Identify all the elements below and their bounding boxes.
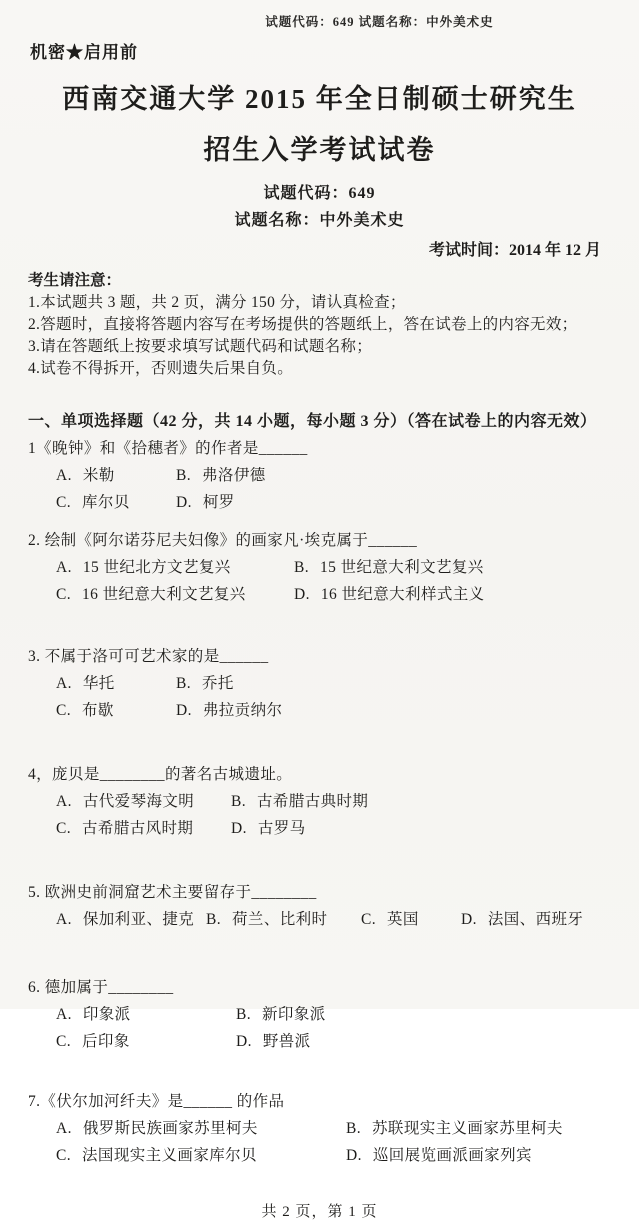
option bbox=[176, 671, 234, 696]
option bbox=[56, 463, 176, 488]
option-label: D. bbox=[461, 911, 477, 928]
question-stem: 5. 欧洲史前洞窟艺术主要留存于________ bbox=[28, 884, 317, 901]
option-text: 柯罗 bbox=[202, 494, 235, 511]
option bbox=[56, 907, 206, 932]
option-row bbox=[56, 1029, 623, 1054]
option-row bbox=[56, 490, 623, 515]
notice-item: 2.答题时，直接将答题内容写在考场提供的答题纸上，答在试卷上的内容无效； bbox=[28, 316, 578, 333]
notice-item: 4.试卷不得拆开，否则遗失后果自负。 bbox=[28, 360, 294, 377]
option-row bbox=[56, 1143, 623, 1168]
option bbox=[176, 698, 282, 723]
option-label: D. bbox=[236, 1033, 252, 1050]
option bbox=[56, 816, 231, 841]
option-label: C. bbox=[361, 911, 377, 928]
option bbox=[346, 1116, 563, 1141]
option bbox=[206, 907, 361, 932]
option-text: 后印象 bbox=[82, 1033, 130, 1050]
option-text: 古代爱琴海文明 bbox=[82, 793, 195, 810]
option-text: 16 世纪意大利样式主义 bbox=[320, 586, 485, 603]
option-text: 英国 bbox=[387, 911, 419, 928]
notice-block bbox=[28, 270, 619, 380]
questions bbox=[28, 437, 623, 1168]
document-header-line: 试题代码：649 试题名称：中外美术史 bbox=[265, 15, 494, 29]
question-stem: 4，庞贝是________的著名古城遗址。 bbox=[28, 766, 293, 783]
option-label: D. bbox=[231, 820, 247, 837]
option-row bbox=[56, 789, 623, 814]
question-block bbox=[28, 1090, 623, 1168]
option-label: C. bbox=[56, 586, 72, 603]
question-stem: 3. 不属于洛可可艺术家的是______ bbox=[28, 648, 269, 665]
option-text: 弗拉贡纳尔 bbox=[202, 702, 283, 719]
notice-item: 3.请在答题纸上按要求填写试题代码和试题名称； bbox=[28, 338, 373, 355]
option-label: A. bbox=[56, 793, 72, 810]
option-row bbox=[56, 555, 623, 580]
question-block bbox=[28, 881, 623, 932]
option bbox=[56, 490, 176, 515]
question-stem: 2. 绘制《阿尔诺芬尼夫妇像》的画家凡·埃克属于______ bbox=[28, 532, 418, 549]
option-label: C. bbox=[56, 1147, 72, 1164]
option-label: D. bbox=[294, 586, 310, 603]
option-text: 法国现实主义画家库尔贝 bbox=[82, 1147, 257, 1164]
option-label: A. bbox=[56, 559, 72, 576]
option-text: 古希腊古典时期 bbox=[257, 793, 369, 810]
option-label: A. bbox=[56, 467, 72, 484]
option bbox=[236, 1002, 326, 1027]
option-text: 弗洛伊德 bbox=[202, 467, 266, 484]
question-block bbox=[28, 645, 623, 723]
option bbox=[56, 671, 176, 696]
option-row bbox=[56, 582, 623, 607]
section-heading: 一、单项选择题（42 分，共 14 小题，每小题 3 分）（答在试卷上的内容无效） bbox=[28, 413, 597, 430]
option bbox=[294, 582, 485, 607]
subject-name-line: 试题名称：中外美术史 bbox=[234, 212, 405, 229]
notice-item: 1.本试题共 3 题，共 2 页，满分 150 分，请认真检查； bbox=[28, 294, 406, 311]
option-text: 乔托 bbox=[202, 675, 234, 692]
option bbox=[56, 1116, 346, 1141]
option-text: 布歇 bbox=[82, 702, 114, 719]
option-text: 荷兰、比利时 bbox=[232, 911, 328, 928]
option bbox=[176, 463, 266, 488]
option bbox=[56, 555, 294, 580]
option-label: B. bbox=[176, 467, 192, 484]
option-row bbox=[56, 463, 623, 488]
option bbox=[231, 816, 306, 841]
option bbox=[231, 789, 368, 814]
option-text: 古罗马 bbox=[257, 820, 306, 837]
option-label: B. bbox=[294, 559, 310, 576]
option-row bbox=[56, 816, 623, 841]
option-text: 古希腊古风时期 bbox=[82, 820, 194, 837]
option-label: A. bbox=[56, 1120, 72, 1137]
option-label: C. bbox=[56, 494, 72, 511]
option-row bbox=[56, 671, 623, 696]
option-text: 库尔贝 bbox=[82, 494, 130, 511]
option bbox=[461, 907, 583, 932]
option-text: 印象派 bbox=[82, 1006, 131, 1023]
notice-label: 考生请注意： bbox=[28, 272, 122, 289]
option bbox=[294, 555, 484, 580]
option-text: 苏联现实主义画家苏里柯夫 bbox=[372, 1120, 563, 1137]
option-label: D. bbox=[346, 1147, 362, 1164]
option-label: B. bbox=[231, 793, 247, 810]
option-label: B. bbox=[176, 675, 192, 692]
option bbox=[236, 1029, 311, 1054]
option-label: C. bbox=[56, 820, 72, 837]
question-stem: 7.《伏尔加河纤夫》是______ 的作品 bbox=[28, 1093, 285, 1110]
option-label: B. bbox=[236, 1006, 252, 1023]
question-stem: 6. 德加属于________ bbox=[28, 979, 174, 996]
question-block bbox=[28, 763, 623, 841]
option-text: 米勒 bbox=[82, 467, 115, 484]
option-text: 15 世纪意大利文艺复兴 bbox=[320, 559, 484, 576]
subject-code-line: 试题代码：649 bbox=[263, 185, 376, 202]
option bbox=[56, 582, 294, 607]
option-label: A. bbox=[56, 675, 72, 692]
option-text: 法国、西班牙 bbox=[487, 911, 584, 928]
option-label: B. bbox=[206, 911, 222, 928]
option-row bbox=[56, 1116, 623, 1141]
option bbox=[56, 789, 231, 814]
exam-title-line1: 西南交通大学 2015 年全日制硕士研究生 bbox=[62, 84, 577, 114]
exam-time-line: 考试时间：2014 年 12 月 bbox=[428, 242, 601, 259]
option-label: C. bbox=[56, 702, 72, 719]
option-label: A. bbox=[56, 1006, 72, 1023]
option-text: 新印象派 bbox=[262, 1006, 326, 1023]
exam-title-line2: 招生入学考试试卷 bbox=[203, 135, 436, 165]
option bbox=[56, 1029, 236, 1054]
page-footer: 共 2 页，第 1 页 bbox=[261, 1204, 378, 1220]
option-text: 保加利亚、捷克 bbox=[82, 911, 195, 928]
question-block bbox=[28, 529, 623, 607]
option-label: D. bbox=[176, 494, 192, 511]
option-row bbox=[56, 1002, 623, 1027]
option-text: 华托 bbox=[82, 675, 115, 692]
question-block bbox=[28, 437, 623, 515]
question-block bbox=[28, 976, 623, 1054]
option-text: 16 世纪意大利文艺复兴 bbox=[82, 586, 246, 603]
option bbox=[56, 1002, 236, 1027]
option-text: 野兽派 bbox=[262, 1033, 311, 1050]
option-row bbox=[56, 907, 623, 932]
option-row bbox=[56, 698, 623, 723]
option-label: A. bbox=[56, 911, 72, 928]
option-label: B. bbox=[346, 1120, 362, 1137]
option-text: 巡回展览画派画家列宾 bbox=[372, 1147, 532, 1164]
option-text: 15 世纪北方文艺复兴 bbox=[82, 559, 231, 576]
confidential-label: 机密★启用前 bbox=[30, 43, 138, 62]
option-label: D. bbox=[176, 702, 192, 719]
question-stem: 1《晚钟》和《拾穗者》的作者是______ bbox=[28, 440, 308, 457]
option bbox=[176, 490, 235, 515]
option-label: C. bbox=[56, 1033, 72, 1050]
option bbox=[56, 1143, 346, 1168]
option-text: 俄罗斯民族画家苏里柯夫 bbox=[82, 1120, 258, 1137]
option bbox=[361, 907, 461, 932]
option bbox=[56, 698, 176, 723]
option bbox=[346, 1143, 532, 1168]
